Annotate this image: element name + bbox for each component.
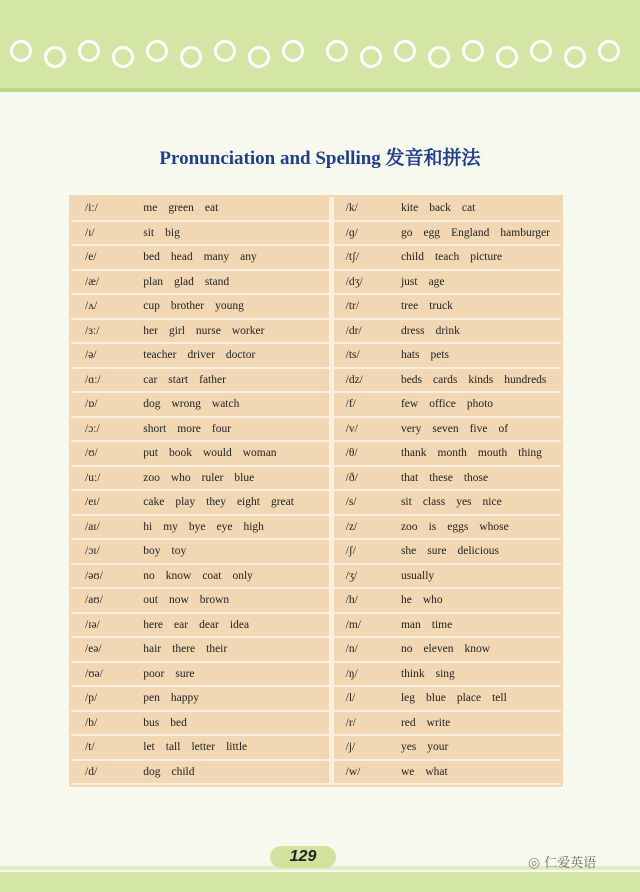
phonetic-symbol: /ɡ/ [332,222,389,247]
page-number: 129 [270,846,336,868]
example-word: watch [211,398,240,411]
table-row [71,418,561,443]
example-word: nurse [195,324,221,337]
table-row [71,687,561,712]
example-word: ruler [201,471,224,484]
phonetic-symbol: /f/ [332,393,389,418]
phonetic-symbol: /n/ [332,638,389,663]
example-words [389,565,561,590]
decorative-circles [0,40,640,68]
phonetic-symbol: /ɜː/ [71,320,131,345]
example-word: brother [170,300,205,313]
example-word: zoo [400,520,418,533]
example-word: book [168,447,192,460]
example-word: ear [174,618,189,631]
example-word: red [400,716,416,729]
example-words [389,369,561,394]
phonetic-symbol: /aʊ/ [71,589,131,614]
example-word: there [172,643,196,656]
table-row [71,565,561,590]
phonetic-symbol: /ɑː/ [71,369,131,394]
example-word: tell [492,692,507,705]
example-word: mouth [477,447,508,460]
example-word: hair [143,643,162,656]
example-word: high [243,520,264,533]
example-word: cup [143,300,160,313]
example-word: very [400,422,422,435]
example-word: is [428,520,437,533]
example-word: boy [143,545,161,558]
example-word: she [400,545,417,558]
example-word: girl [168,324,185,337]
example-word: egg [423,226,441,239]
example-word: blue [426,692,446,705]
example-word: sure [427,545,447,558]
example-word: glad [174,275,194,288]
phonetic-symbol: /ʌ/ [71,295,131,320]
example-word: kinds [468,373,494,386]
phonetic-symbol: /ʒ/ [332,565,389,590]
phonetic-symbol: /dr/ [332,320,389,345]
example-words [389,736,561,761]
example-words [389,761,561,786]
example-word: blue [234,471,255,484]
phonetic-symbol: /ɔː/ [71,418,131,443]
phonetic-symbol: /s/ [332,491,389,516]
watermark [528,852,596,871]
table-row [71,271,561,296]
phonetic-symbol: /r/ [332,712,389,737]
phonetic-symbol: /iː/ [71,197,131,222]
example-word: now [168,594,189,607]
example-words [131,761,331,786]
example-words [389,393,561,418]
phonetic-symbol: /aɪ/ [71,516,131,541]
example-word: eat [204,202,219,215]
example-words [131,589,331,614]
example-word: picture [470,251,503,264]
example-word: kite [400,202,419,215]
example-word: who [170,471,191,484]
phonetic-symbol: /əʊ/ [71,565,131,590]
table-row [71,393,561,418]
example-words [131,344,331,369]
example-word: we [400,765,415,778]
table-row [71,516,561,541]
example-word: any [240,251,257,264]
example-word: dog [143,765,161,778]
phonetic-symbol: /ɔɪ/ [71,540,131,565]
phonetic-symbol: /h/ [332,589,389,614]
table-row [71,369,561,394]
decorative-circle-icon [78,40,100,62]
example-words [131,418,331,443]
table-row [71,663,561,688]
example-words [131,222,331,247]
example-words [389,491,561,516]
example-word: only [232,569,253,582]
example-word: beds [400,373,423,386]
example-word: thank [400,447,427,460]
example-word: they [206,496,226,509]
example-word: teach [434,251,460,264]
wechat-icon: ◎ [528,855,541,871]
phonetic-symbol: /ɒ/ [71,393,131,418]
example-word: hundreds [504,373,547,386]
example-word: place [456,692,482,705]
example-word: sing [435,667,455,680]
example-words [389,516,561,541]
example-word: green [168,202,194,215]
example-words [389,614,561,639]
example-word: bed [170,716,187,729]
phonics-table [69,195,563,787]
decorative-circle-icon [462,40,484,62]
example-words [131,638,331,663]
header-band [0,0,640,92]
example-word: thing [518,447,542,460]
phonetic-symbol: /ə/ [71,344,131,369]
decorative-circle-icon [326,40,348,62]
example-word: whose [479,520,509,533]
example-word: zoo [143,471,160,484]
example-words [389,712,561,737]
example-word: usually [400,569,435,582]
phonetic-symbol: /j/ [332,736,389,761]
phonetic-symbol: /eə/ [71,638,131,663]
phonetic-symbol: /t/ [71,736,131,761]
example-words [131,295,331,320]
example-word: their [206,643,228,656]
example-words [131,246,331,271]
example-words [389,295,561,320]
example-word: child [400,251,424,264]
example-word: idea [229,618,250,631]
phonetic-symbol: /tr/ [332,295,389,320]
phonetic-symbol: /ʊə/ [71,663,131,688]
decorative-circle-icon [248,46,270,68]
table-row [71,491,561,516]
example-words [131,516,331,541]
example-word: back [429,202,451,215]
phonetic-symbol: /v/ [332,418,389,443]
example-word: her [143,324,158,337]
phonetic-symbol: /z/ [332,516,389,541]
phonetic-symbol: /l/ [332,687,389,712]
example-word: photo [466,398,494,411]
example-word: out [143,594,158,607]
example-word: think [400,667,425,680]
example-word: head [170,251,193,264]
example-word: brown [199,594,230,607]
example-word: many [203,251,230,264]
example-word: stand [204,275,230,288]
phonetic-symbol: /θ/ [332,442,389,467]
example-words [389,320,561,345]
example-word: pets [430,349,450,362]
example-words [131,565,331,590]
phonetic-symbol: /k/ [332,197,389,222]
example-word: me [143,202,158,215]
decorative-circle-icon [44,46,66,68]
example-word: those [463,471,489,484]
phonetic-symbol: /ð/ [332,467,389,492]
example-word: just [400,275,418,288]
example-word: little [226,741,248,754]
example-word: few [400,398,419,411]
example-word: more [177,422,201,435]
decorative-circle-icon [112,46,134,68]
example-word: hamburger [500,226,550,239]
example-word: eleven [423,643,454,656]
example-word: hats [400,349,420,362]
example-word: nice [482,496,502,509]
decorative-circle-icon [428,46,450,68]
example-word: teacher [143,349,177,362]
table-row [71,589,561,614]
example-word: eggs [447,520,469,533]
example-word: tall [165,741,181,754]
example-words [389,663,561,688]
example-words [131,393,331,418]
table-row [71,736,561,761]
example-word: play [175,496,196,509]
example-word: leg [400,692,416,705]
phonetic-symbol: /b/ [71,712,131,737]
example-word: age [428,275,445,288]
example-word: coat [202,569,222,582]
example-word: bed [143,251,160,264]
footer-band [0,872,640,892]
example-words [389,246,561,271]
example-word: big [165,226,180,239]
example-word: write [426,716,451,729]
example-word: eight [236,496,260,509]
table-row [71,761,561,786]
example-word: bus [143,716,160,729]
example-words [389,540,561,565]
example-word: what [425,765,448,778]
example-words [131,491,331,516]
example-word: go [400,226,413,239]
example-word: happy [170,692,199,705]
example-word: delicious [457,545,499,558]
watermark-text: 仁爱英语 [544,856,597,871]
example-word: cards [433,373,458,386]
phonetic-symbol: /p/ [71,687,131,712]
example-word: England [451,226,490,239]
table-row [71,614,561,639]
example-word: toy [171,545,187,558]
decorative-circle-icon [282,40,304,62]
example-words [131,540,331,565]
decorative-circle-icon [496,46,518,68]
example-word: month [437,447,467,460]
phonetic-symbol: /uː/ [71,467,131,492]
example-word: truck [429,300,453,313]
example-word: he [400,594,412,607]
phonetic-symbol: /ɪə/ [71,614,131,639]
example-word: know [464,643,491,656]
table-row [71,344,561,369]
table-row [71,197,561,222]
example-word: of [498,422,509,435]
example-word: bye [188,520,206,533]
table-row [71,222,561,247]
example-word: hi [143,520,153,533]
example-word: sure [175,667,195,680]
table-row [71,467,561,492]
example-word: great [270,496,294,509]
example-word: seven [432,422,459,435]
example-word: would [202,447,232,460]
phonetic-symbol: /w/ [332,761,389,786]
example-word: let [143,741,155,754]
example-words [389,442,561,467]
example-word: dress [400,324,425,337]
table-row [71,246,561,271]
example-word: father [199,373,226,386]
example-word: office [429,398,456,411]
example-words [131,736,331,761]
decorative-circle-icon [598,40,620,62]
table-row [71,320,561,345]
example-words [131,271,331,296]
table-row [71,712,561,737]
table-row [71,540,561,565]
phonetic-symbol: /d/ [71,761,131,786]
example-words [389,589,561,614]
example-word: four [211,422,232,435]
phonetic-symbol: /ŋ/ [332,663,389,688]
decorative-circle-icon [214,40,236,62]
phonetic-symbol: /m/ [332,614,389,639]
example-word: tree [400,300,419,313]
example-words [131,614,331,639]
example-word: dear [199,618,219,631]
example-word: young [215,300,244,313]
example-word: my [163,520,178,533]
page-title: Pronunciation and Spelling 发音和拼法 [159,148,481,169]
phonetic-symbol: /eɪ/ [71,491,131,516]
example-word: doctor [225,349,256,362]
example-words [131,712,331,737]
example-words [389,197,561,222]
example-word: worker [231,324,265,337]
example-words [389,418,561,443]
example-words [131,663,331,688]
example-word: short [143,422,167,435]
phonetic-symbol: /ʃ/ [332,540,389,565]
example-words [131,687,331,712]
example-word: who [422,594,443,607]
example-words [131,442,331,467]
example-word: pen [143,692,160,705]
example-words [131,320,331,345]
table-row [71,442,561,467]
example-word: your [427,741,449,754]
decorative-circle-icon [394,40,416,62]
example-word: that [400,471,419,484]
example-word: know [165,569,192,582]
decorative-circle-icon [564,46,586,68]
example-word: wrong [171,398,201,411]
example-word: five [469,422,488,435]
phonetic-symbol: /ts/ [332,344,389,369]
example-word: car [143,373,158,386]
example-words [131,467,331,492]
example-word: drink [435,324,460,337]
example-word: sit [143,226,155,239]
example-word: cake [143,496,165,509]
table-row [71,295,561,320]
example-word: yes [400,741,417,754]
example-word: child [171,765,195,778]
example-words [389,222,561,247]
decorative-circle-icon [180,46,202,68]
phonetic-symbol: /ʊ/ [71,442,131,467]
example-word: yes [456,496,472,509]
phonetic-symbol: /dz/ [332,369,389,394]
example-word: dog [143,398,161,411]
example-word: letter [191,741,216,754]
decorative-circle-icon [530,40,552,62]
example-words [389,344,561,369]
decorative-circle-icon [10,40,32,62]
example-word: time [431,618,453,631]
example-word: class [422,496,446,509]
example-word: driver [187,349,215,362]
example-word: no [143,569,155,582]
phonetic-symbol: /dʒ/ [332,271,389,296]
example-words [389,687,561,712]
example-words [389,638,561,663]
decorative-circle-icon [146,40,168,62]
example-word: cat [461,202,476,215]
example-word: here [143,618,164,631]
example-word: no [400,643,413,656]
example-words [389,271,561,296]
decorative-circle-icon [360,46,382,68]
example-words [131,197,331,222]
example-words [389,467,561,492]
example-word: sit [400,496,412,509]
example-word: plan [143,275,164,288]
example-word: poor [143,667,165,680]
example-word: eye [216,520,233,533]
example-word: put [143,447,158,460]
example-word: start [168,373,189,386]
phonetic-symbol: /tʃ/ [332,246,389,271]
example-word: man [400,618,421,631]
example-words [131,369,331,394]
phonetic-symbol: /e/ [71,246,131,271]
phonetic-symbol: /æ/ [71,271,131,296]
example-word: woman [242,447,277,460]
table-row [71,638,561,663]
phonetic-symbol: /ɪ/ [71,222,131,247]
example-word: these [429,471,453,484]
